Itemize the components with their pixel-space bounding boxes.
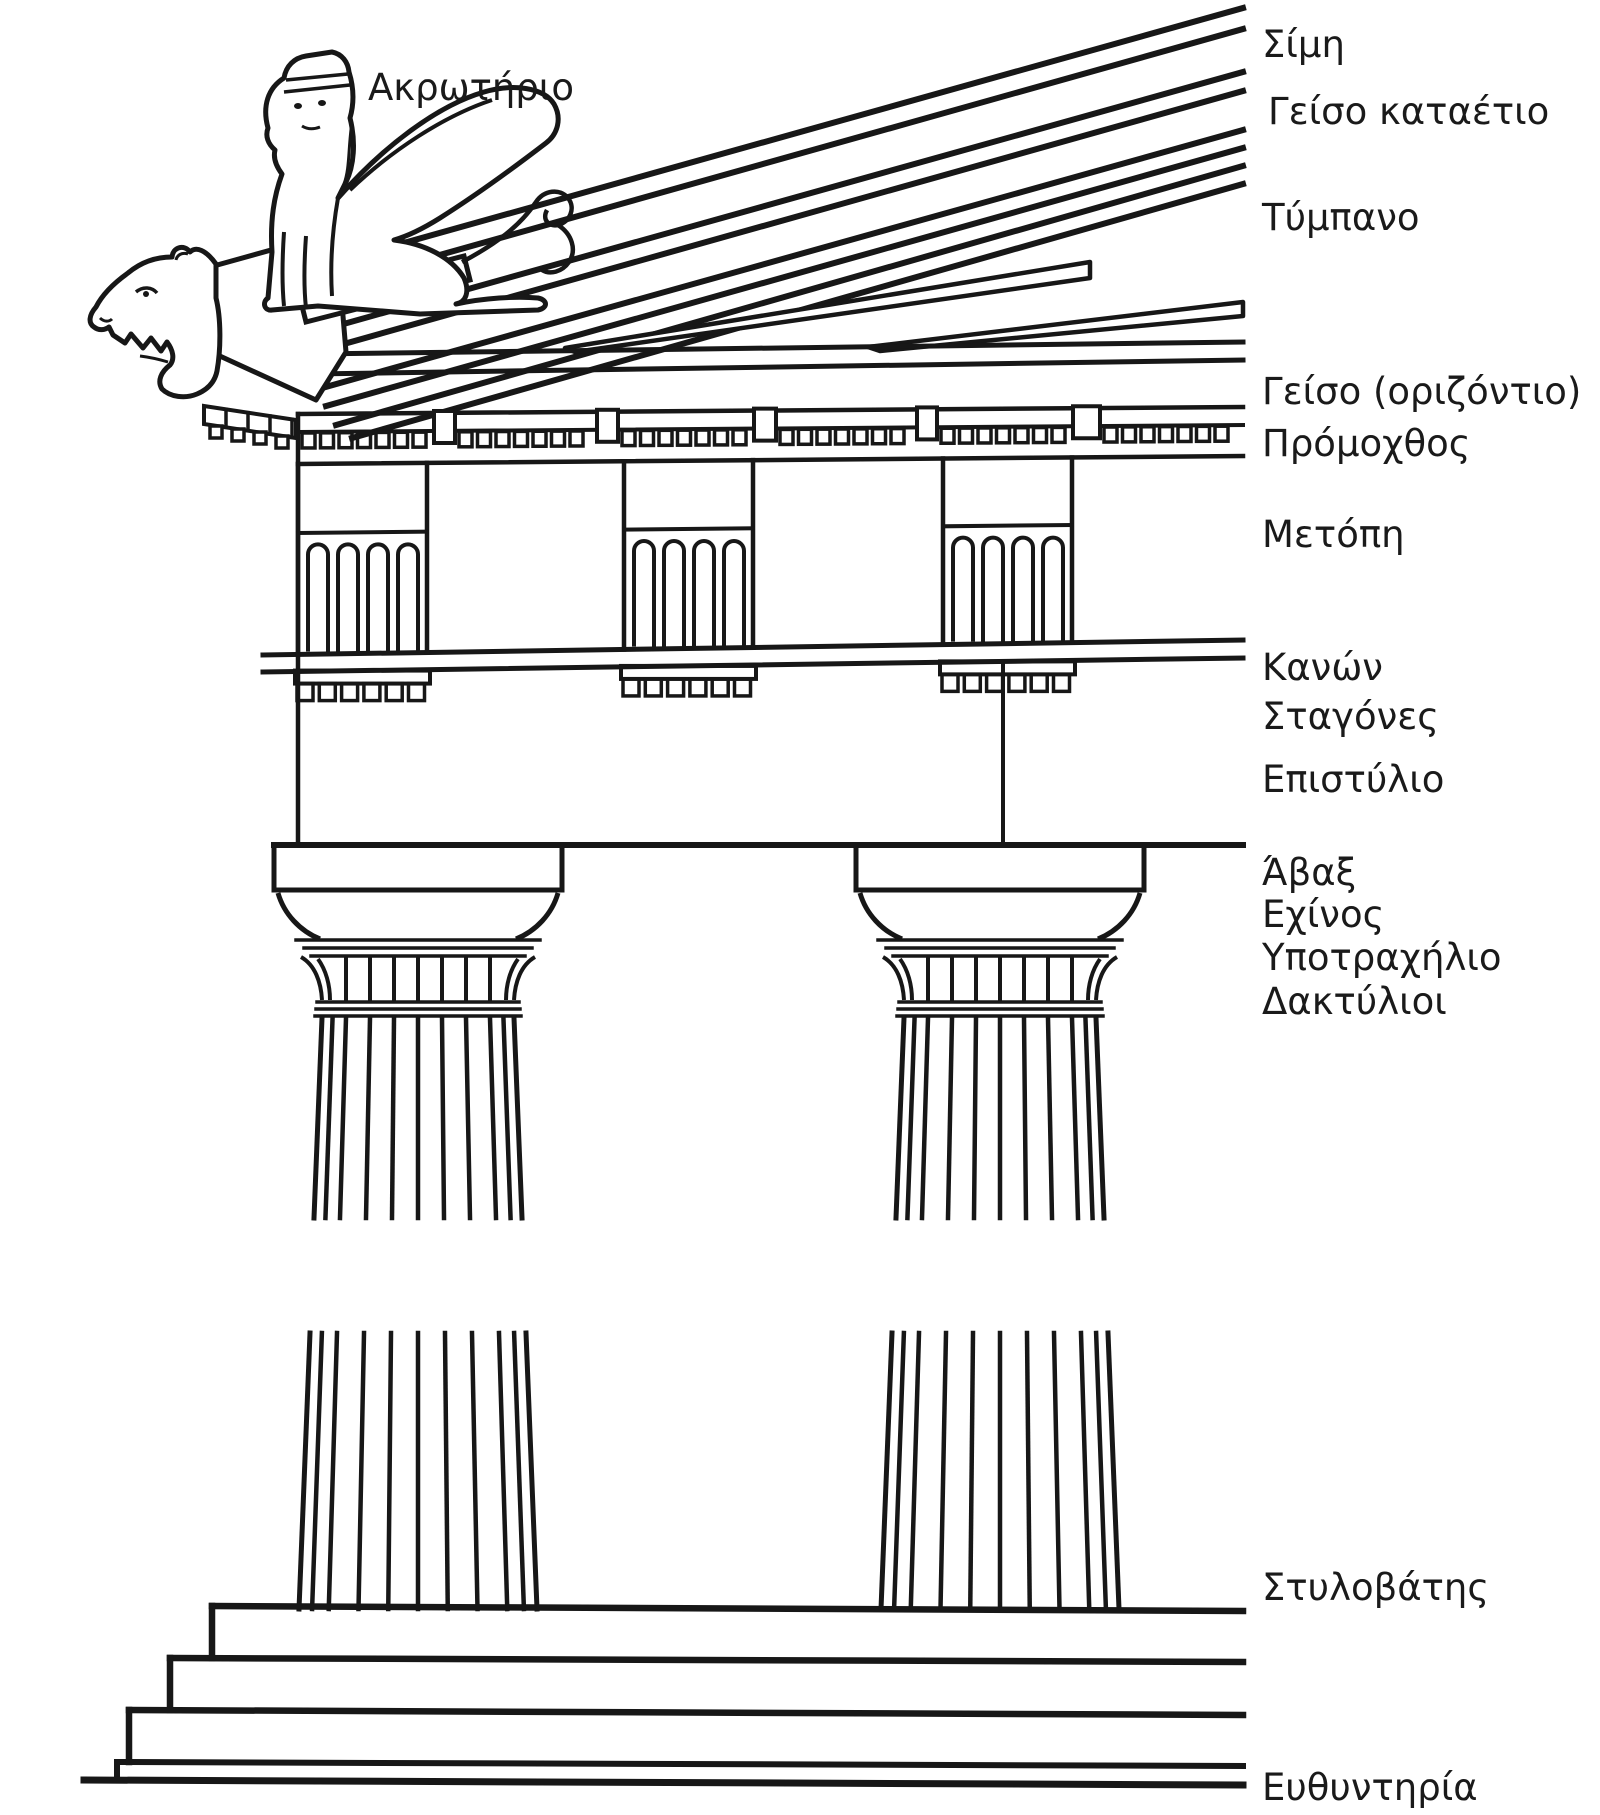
lion-head-spout-icon [90,247,220,396]
label-geiso-kataetio: Γείσο καταέτιο [1268,90,1550,133]
tympanum-wedges [565,262,1243,352]
label-echinos: Εχίνος [1262,893,1385,936]
label-stagones: Σταγόνες [1262,695,1439,738]
label-euthynteria: Ευθυντηρία [1262,1766,1478,1809]
label-geiso-orizontio: Γείσο (οριζόντιο) [1262,370,1582,413]
label-ypotrachilio: Υποτραχήλιο [1262,936,1502,979]
steps-crepidoma [84,1606,1243,1785]
label-tympano: Τύμπανο [1262,196,1420,239]
label-epistylio: Επιστύλιο [1262,758,1445,801]
label-akroterio: Ακρωτήριο [368,66,574,109]
label-sime: Σίμη [1262,23,1345,66]
label-stylovatis: Στυλοβάτης [1262,1566,1490,1609]
label-avax: Άβαξ [1262,851,1357,894]
entablature [263,342,1243,845]
label-daktylioi: Δακτύλιοι [1262,980,1447,1023]
label-kanon: Κανών [1262,646,1383,689]
doric-columns [274,847,1144,1609]
label-metope: Μετόπη [1262,513,1405,556]
label-promochthos: Πρόμοχθος [1262,422,1471,465]
